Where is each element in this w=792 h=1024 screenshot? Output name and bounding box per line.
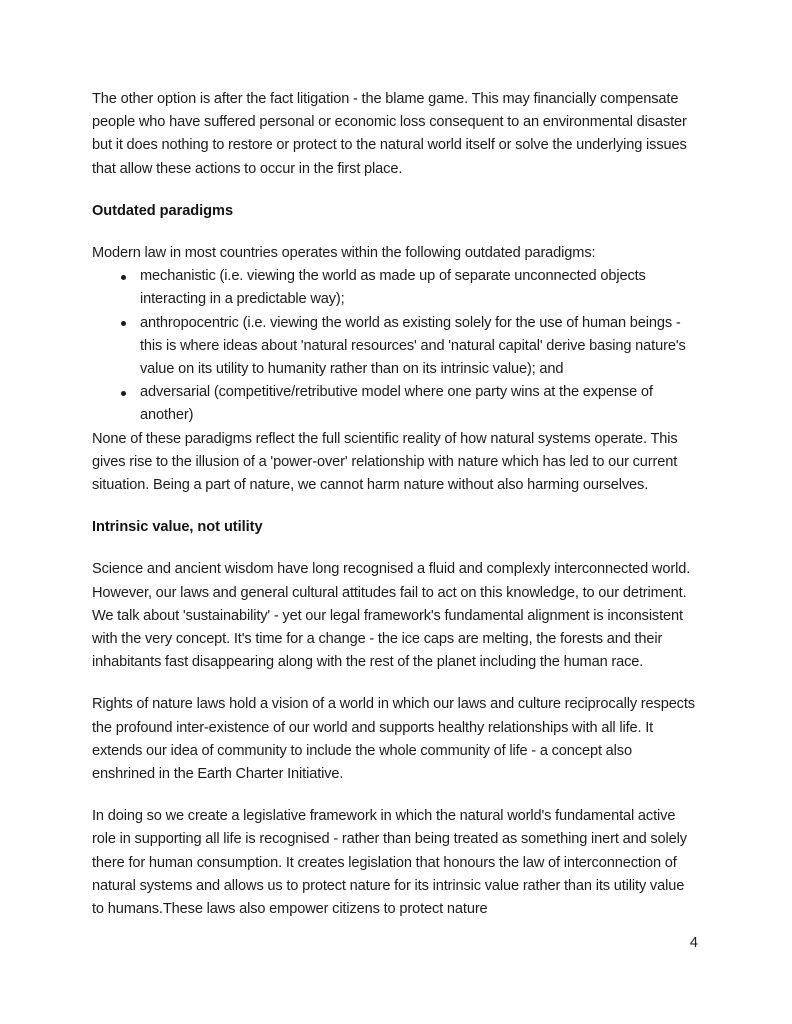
bullet-dot-icon <box>121 275 126 280</box>
paradigm-list <box>92 265 698 427</box>
paragraph-legislative-framework: In doing so we create a legislative framework in which the natural world's fundamental active role in supporting all life is recognised - rather than being treated as something inert and solely there for human consumption. It creates legislation that honours the law of interconnection of natural systems and allows us to protect nature for its intrinsic value rather than its utility value to humans.These laws also empower citizens to protect nature <box>92 808 687 918</box>
list-item-label: adversarial (competitive/retributive model where one party wins at the expense of another) <box>140 384 653 424</box>
section-heading-intrinsic-value: Intrinsic value, not utility <box>92 519 263 536</box>
paragraph-power-over: None of these paradigms reflect the full scientific reality of how natural systems operate. This gives rise to the illusion of a 'power-over' relationship with nature which has led to our current situation. Being a part of nature, we cannot harm nature without also harming ourselves. <box>92 430 678 494</box>
paragraph-modern-law-intro: Modern law in most countries operates within the following outdated paradigms: <box>92 245 596 262</box>
section-heading-outdated-paradigms: Outdated paradigms <box>92 202 234 219</box>
list-item-label: anthropocentric (i.e. viewing the world as existing solely for the use of human beings - this is where ideas about 'natural resources' and 'natural capital' derive basing nature's value on its utility to humanity rather than on its intrinsic value); and <box>140 314 686 378</box>
paragraph-rights-of-nature: Rights of nature laws hold a vision of a world in which our laws and culture reciprocally respects the profound inter-existence of our world and supports healthy relationships with all life. It extends our idea of community to include the whole community of life - a concept also enshrined in the Earth Charter Initiative. <box>92 696 695 783</box>
bullet-dot-icon <box>121 391 126 396</box>
list-item <box>92 312 698 382</box>
list-item-label: mechanistic (i.e. viewing the world as made up of separate unconnected objects interacting in a predictable way); <box>140 268 646 308</box>
page-number: 4 <box>689 935 698 951</box>
document-body <box>92 88 698 921</box>
paragraph-litigation: The other option is after the fact litigation - the blame game. This may financially compensate people who have suffered personal or economic loss consequent to an environmental disaster but it does nothing to restore or protect to the natural world itself or solve the underlying issues that allow these actions to occur in the first place. <box>92 91 687 177</box>
paragraph-science-wisdom: Science and ancient wisdom have long recognised a fluid and complexly interconnected world. However, our laws and general cultural attitudes fail to act on this knowledge, to our detriment. We talk about 'sustainability' - yet our legal framework's fundamental alignment is inconsistent with the very concept. It's time for a change - the ice caps are melting, the forests and their inhabitants fast disappearing along with the rest of the planet including the human race. <box>92 561 691 671</box>
list-item <box>92 265 698 311</box>
list-item <box>92 381 698 427</box>
bullet-dot-icon <box>121 321 126 326</box>
